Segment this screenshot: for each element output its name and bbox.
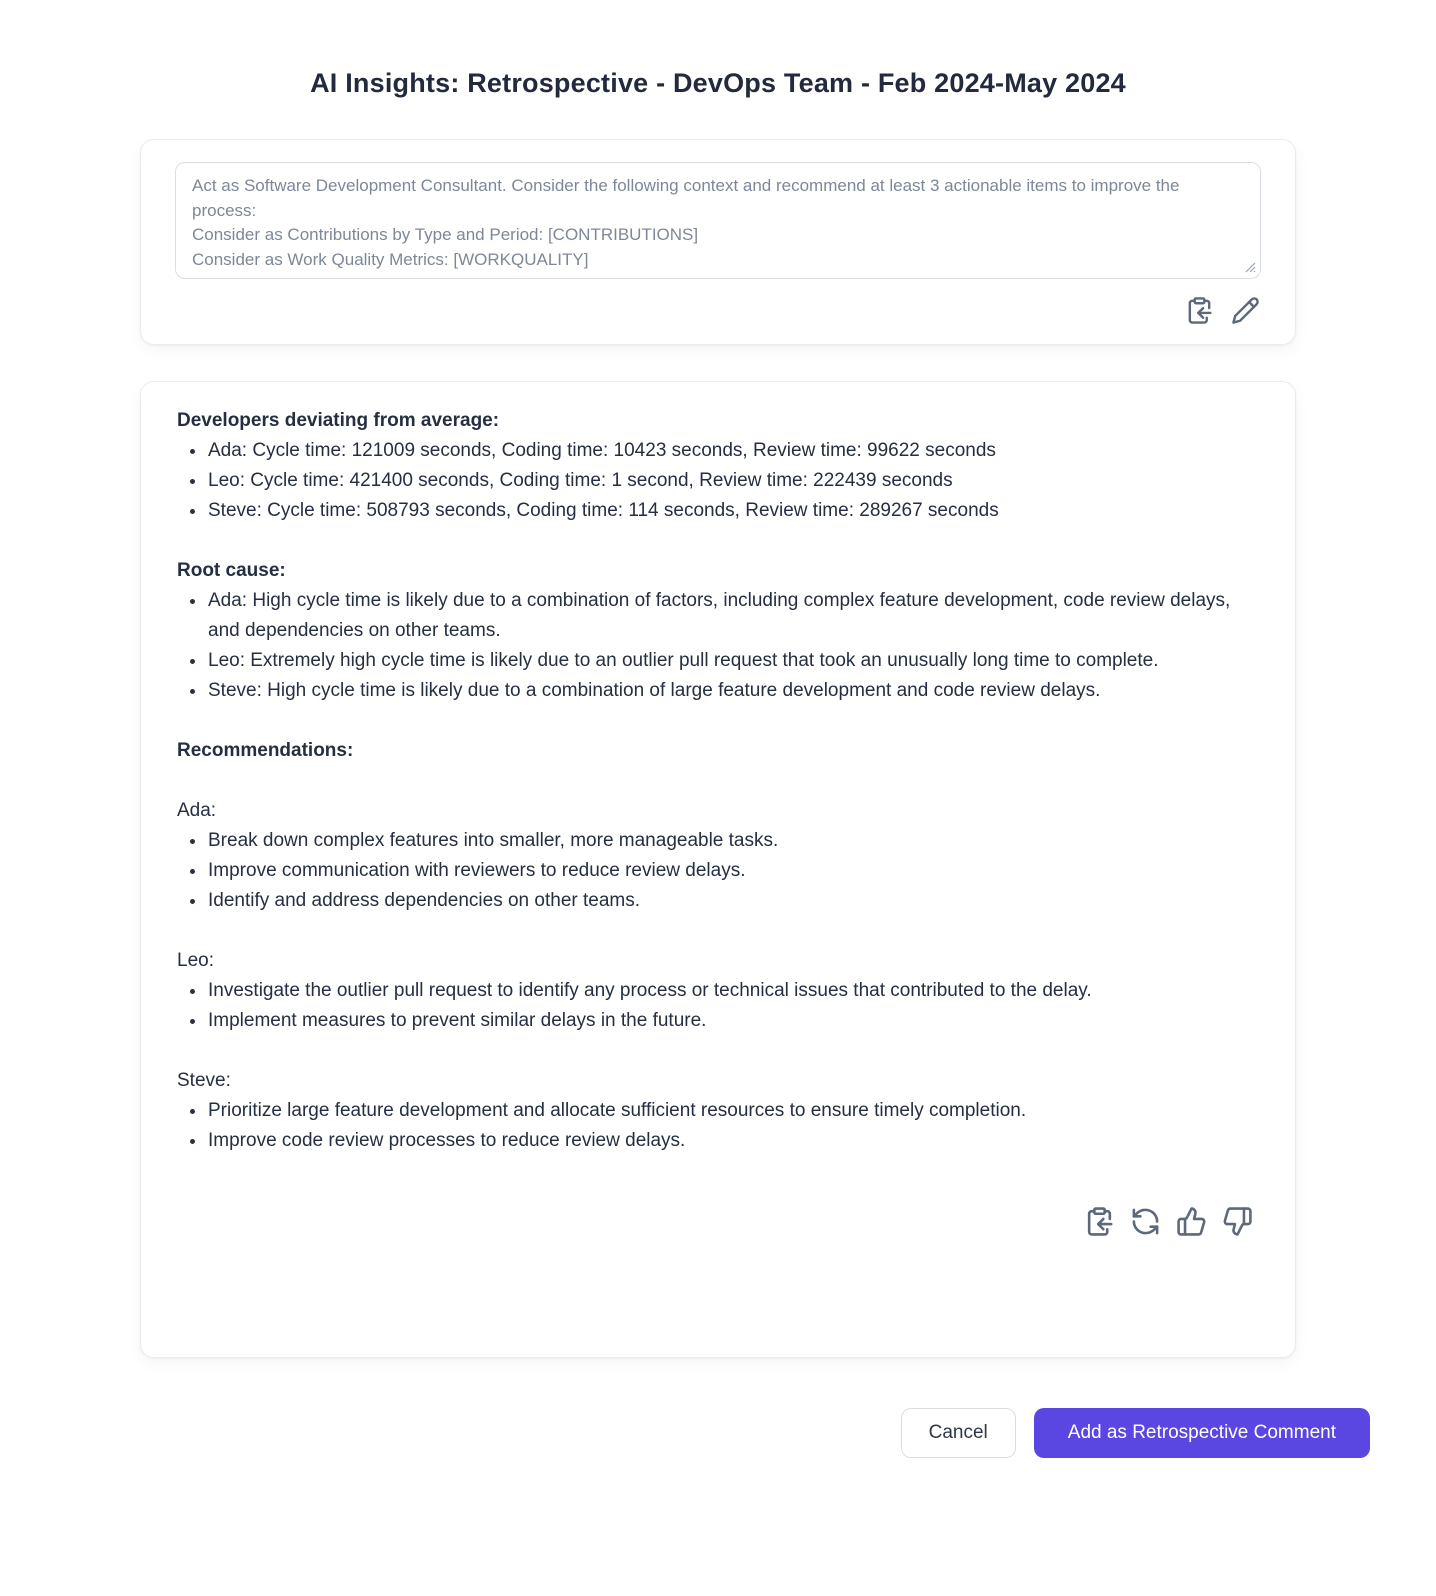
list-item: Ada: Cycle time: 121009 seconds, Coding time: 10423 seconds, Review time: 99622 seconds xyxy=(177,436,1253,466)
list-item: Implement measures to prevent similar delays in the future. xyxy=(177,1006,1253,1036)
thumbs-down-icon xyxy=(1222,1206,1253,1237)
root-cause-list xyxy=(177,586,1253,706)
section-recommendations-ada xyxy=(177,796,1253,916)
cancel-button[interactable]: Cancel xyxy=(901,1408,1016,1458)
edit-icon xyxy=(1231,296,1260,325)
list-item: Prioritize large feature development and allocate sufficient resources to ensure timely completion. xyxy=(177,1096,1253,1126)
section-heading: Ada: xyxy=(177,800,217,821)
section-heading: Leo: xyxy=(177,950,214,971)
section-recommendations-leo xyxy=(177,946,1253,1036)
section-heading: Developers deviating from average: xyxy=(177,410,500,431)
insights-actions xyxy=(177,1206,1253,1237)
dialog-footer xyxy=(0,1408,1370,1458)
thumbs-up-icon xyxy=(1176,1206,1207,1237)
list-item: Improve communication with reviewers to reduce review delays. xyxy=(177,856,1253,886)
section-deviating-developers xyxy=(177,406,1253,526)
section-heading: Root cause: xyxy=(177,560,286,581)
copy-prompt-button[interactable] xyxy=(1184,295,1215,326)
list-item: Improve code review processes to reduce review delays. xyxy=(177,1126,1253,1156)
leo-recommendations-list xyxy=(177,976,1253,1036)
edit-prompt-button[interactable] xyxy=(1230,295,1261,326)
list-item: Ada: High cycle time is likely due to a combination of factors, including complex feature development, code review delays, and dependencies on other teams. xyxy=(177,586,1253,646)
list-item: Leo: Extremely high cycle time is likely due to an outlier pull request that took an unusually long time to complete. xyxy=(177,646,1253,676)
list-item: Leo: Cycle time: 421400 seconds, Coding time: 1 second, Review time: 222439 seconds xyxy=(177,466,1253,496)
thumbs-up-button[interactable] xyxy=(1176,1206,1207,1237)
page-title: AI Insights: Retrospective - DevOps Team - Feb 2024-May 2024 xyxy=(310,68,1126,98)
list-item: Break down complex features into smaller, more manageable tasks. xyxy=(177,826,1253,856)
ada-recommendations-list xyxy=(177,826,1253,916)
add-retrospective-comment-button[interactable]: Add as Retrospective Comment xyxy=(1034,1408,1370,1458)
list-item: Investigate the outlier pull request to identify any process or technical issues that contributed to the delay. xyxy=(177,976,1253,1006)
prompt-textarea[interactable] xyxy=(175,162,1261,279)
paste-icon xyxy=(1185,296,1214,325)
ai-insights-card xyxy=(140,381,1296,1358)
copy-insights-button[interactable] xyxy=(1084,1206,1115,1237)
prompt-textarea-wrap xyxy=(175,162,1261,279)
list-item: Identify and address dependencies on other teams. xyxy=(177,886,1253,916)
list-item: Steve: Cycle time: 508793 seconds, Coding time: 114 seconds, Review time: 289267 seconds xyxy=(177,496,1253,526)
steve-recommendations-list xyxy=(177,1096,1253,1156)
section-recommendations xyxy=(177,736,1253,766)
list-item: Steve: High cycle time is likely due to a combination of large feature development and code review delays. xyxy=(177,676,1253,706)
section-heading: Steve: xyxy=(177,1070,231,1091)
section-recommendations-steve xyxy=(177,1066,1253,1156)
section-root-cause xyxy=(177,556,1253,706)
regenerate-button[interactable] xyxy=(1130,1206,1161,1237)
prompt-card xyxy=(140,139,1296,345)
deviating-developers-list xyxy=(177,436,1253,526)
prompt-actions xyxy=(175,295,1261,326)
paste-icon xyxy=(1084,1206,1115,1237)
regenerate-icon xyxy=(1130,1206,1161,1237)
thumbs-down-button[interactable] xyxy=(1222,1206,1253,1237)
section-heading: Recommendations: xyxy=(177,740,354,761)
